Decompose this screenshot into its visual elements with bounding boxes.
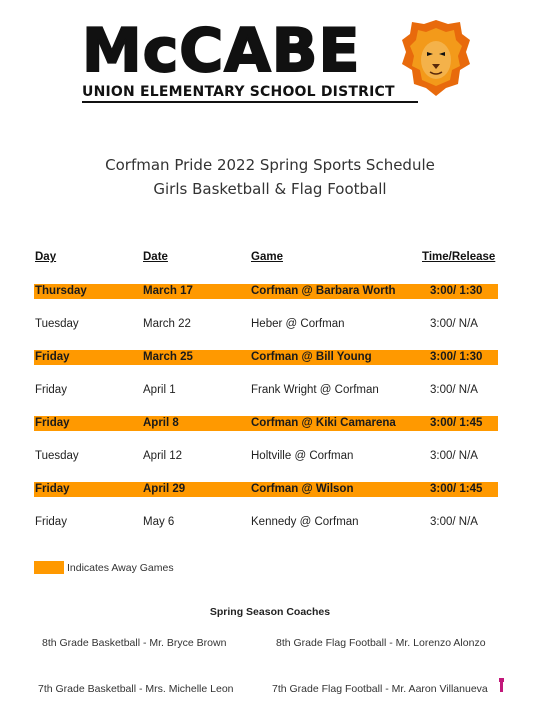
cell-time: 3:00/ 1:45 xyxy=(430,417,483,429)
away-legend-swatch xyxy=(34,561,64,574)
coach-8th-basketball: 8th Grade Basketball - Mr. Bryce Brown xyxy=(42,637,227,649)
table-row xyxy=(34,383,498,398)
away-legend-label: Indicates Away Games xyxy=(67,562,174,574)
cell-day: Tuesday xyxy=(35,450,79,462)
cell-day: Friday xyxy=(35,384,67,396)
table-row xyxy=(34,449,498,464)
table-row xyxy=(34,284,498,299)
schedule-title: Corfman Pride 2022 Spring Sports Schedule xyxy=(105,156,435,174)
header-date: Date xyxy=(143,251,168,263)
cell-game: Corfman @ Barbara Worth xyxy=(251,285,396,297)
cell-game: Heber @ Corfman xyxy=(251,318,345,330)
cell-date: March 17 xyxy=(143,285,193,297)
header-day: Day xyxy=(35,251,57,263)
coach-7th-flag-football: 7th Grade Flag Football - Mr. Aaron Villanueva xyxy=(272,683,488,695)
table-row xyxy=(34,416,498,431)
cell-date: April 29 xyxy=(143,483,186,495)
cell-game: Holtville @ Corfman xyxy=(251,450,354,462)
cell-day: Friday xyxy=(35,417,70,429)
cell-date: March 22 xyxy=(143,318,191,330)
schedule-subtitle: Girls Basketball & Flag Football xyxy=(153,180,387,198)
logo-subtitle: UNION ELEMENTARY SCHOOL DISTRICT xyxy=(82,84,418,103)
coaches-title: Spring Season Coaches xyxy=(209,606,331,618)
cell-time: 3:00/ N/A xyxy=(430,516,478,528)
cell-day: Tuesday xyxy=(35,318,79,330)
coach-8th-flag-football: 8th Grade Flag Football - Mr. Lorenzo Alonzo xyxy=(276,637,486,649)
cell-time: 3:00/ 1:30 xyxy=(430,285,483,297)
cell-day: Thursday xyxy=(35,285,87,297)
cell-time: 3:00/ N/A xyxy=(430,384,478,396)
table-row xyxy=(34,515,498,530)
cell-game: Corfman @ Kiki Camarena xyxy=(251,417,396,429)
cell-game: Corfman @ Wilson xyxy=(251,483,354,495)
header-time-release: Time/Release xyxy=(422,251,496,263)
cell-time: 3:00/ N/A xyxy=(430,450,478,462)
coach-7th-basketball: 7th Grade Basketball - Mrs. Michelle Leon xyxy=(38,683,234,695)
cell-time: 3:00/ 1:45 xyxy=(430,483,483,495)
cell-day: Friday xyxy=(35,351,70,363)
cell-game: Corfman @ Bill Young xyxy=(251,351,372,363)
table-row xyxy=(34,317,498,332)
cell-date: March 25 xyxy=(143,351,193,363)
district-logo xyxy=(82,18,462,110)
cell-date: April 8 xyxy=(143,417,179,429)
cell-date: April 12 xyxy=(143,450,182,462)
cell-day: Friday xyxy=(35,483,70,495)
cell-day: Friday xyxy=(35,516,67,528)
cell-game: Frank Wright @ Corfman xyxy=(251,384,379,396)
text-cursor[interactable] xyxy=(500,680,503,692)
cell-game: Kennedy @ Corfman xyxy=(251,516,359,528)
cell-date: April 1 xyxy=(143,384,176,396)
table-row xyxy=(34,482,498,497)
cell-time: 3:00/ 1:30 xyxy=(430,351,483,363)
cell-time: 3:00/ N/A xyxy=(430,318,478,330)
header-game: Game xyxy=(251,251,283,263)
logo-wordmark: McCABE xyxy=(82,16,361,86)
cell-date: May 6 xyxy=(143,516,175,528)
table-row xyxy=(34,350,498,365)
